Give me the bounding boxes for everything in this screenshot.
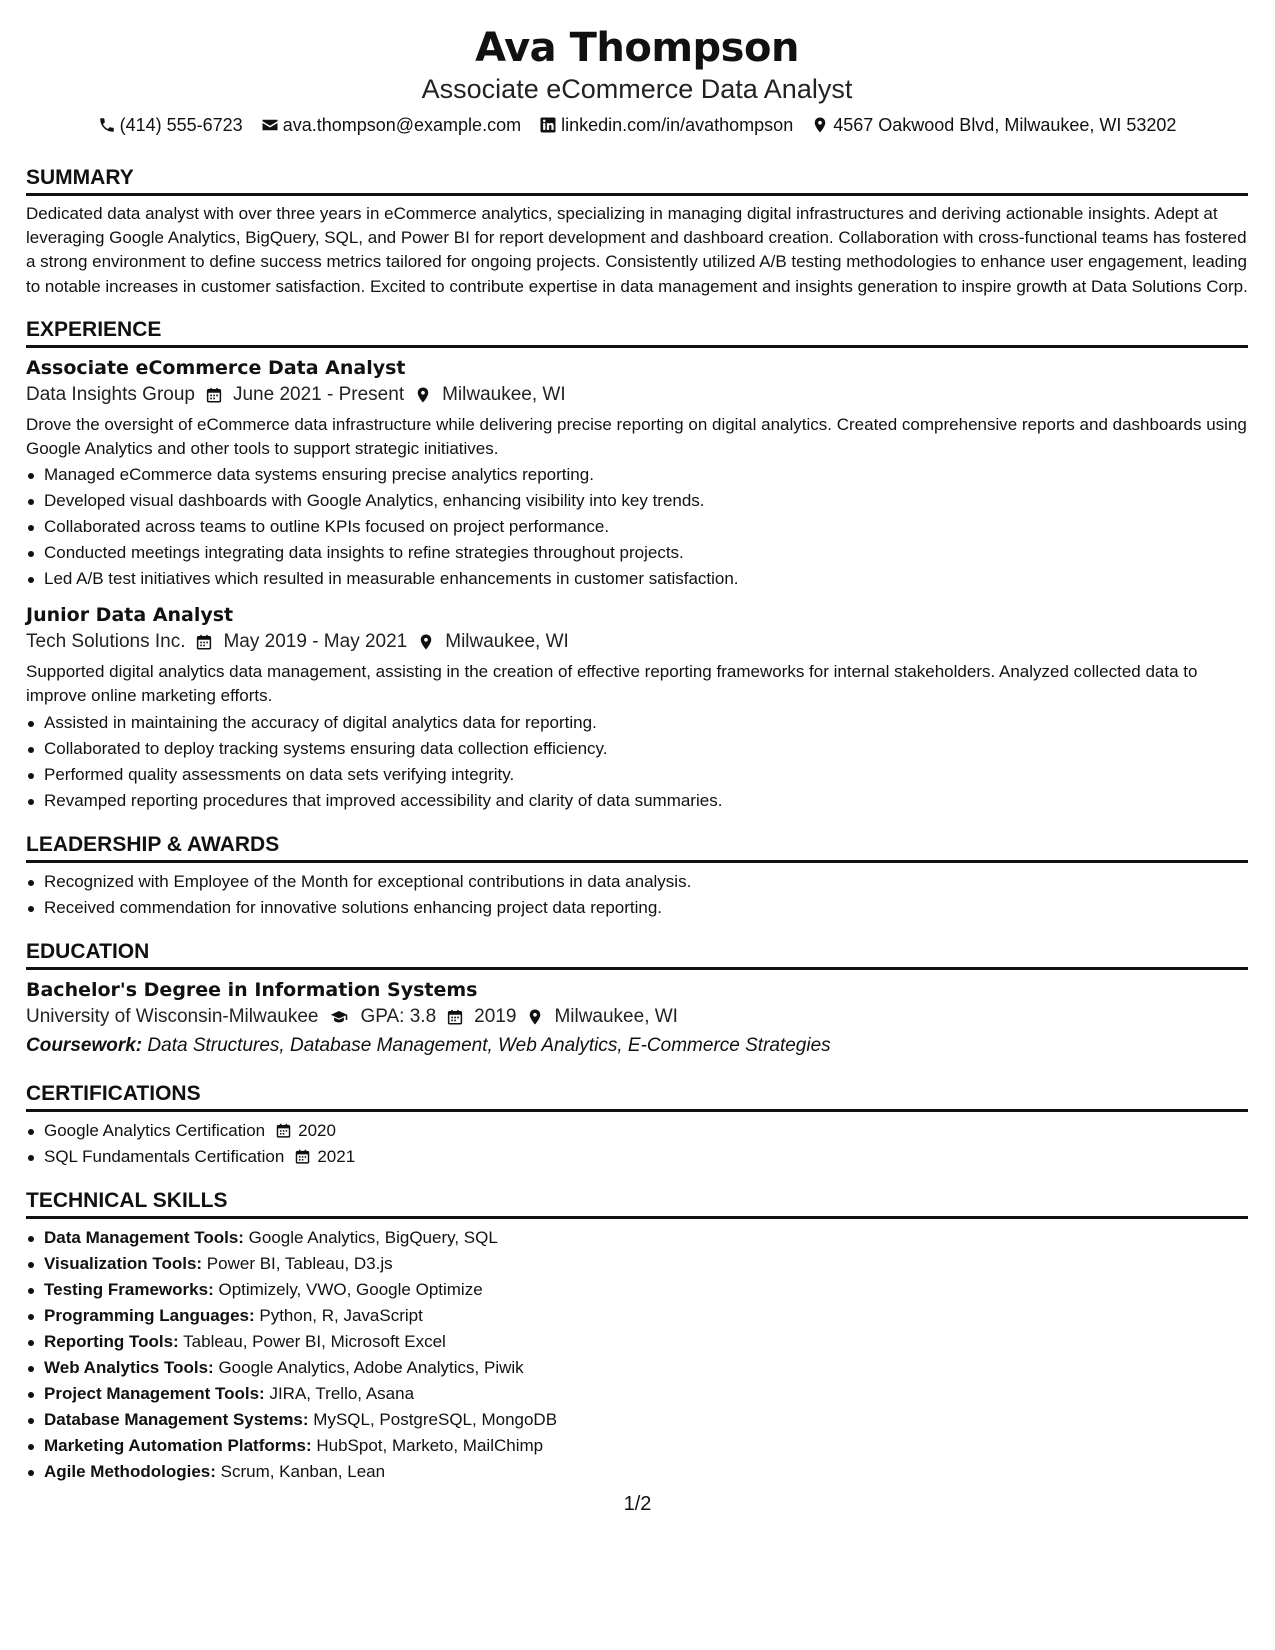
skill-value: Google Analytics, BigQuery, SQL [248, 1227, 498, 1247]
job-entry [26, 355, 1248, 592]
skill-value: Power BI, Tableau, D3.js [206, 1253, 393, 1273]
summary-text: Dedicated data analyst with over three years in eCommerce analytics, specializing in managing digital infrastructures and deriving actionable insights. Adept at leveraging Google Analytics, BigQuery, SQL, and Power BI for report development and dashboard creation. Collaboration with cross-functional teams has fostered a strong environment to define success metrics tailored for ongoing projects. Consistently utilized A/B testing methodologies to enhance user engagement, leading to notable increases in customer satisfaction. Excited to contribute expertise in data management and insights generation to inspire growth at Data Solutions Corp. [26, 204, 1248, 296]
list-item: Performed quality assessments on data sets verifying integrity. [26, 762, 1248, 788]
graduation-cap-icon [328, 1008, 350, 1026]
envelope-icon [261, 116, 279, 134]
section-title-skills: TECHNICAL SKILLS [26, 1178, 1248, 1219]
job-location: Milwaukee, WI [442, 383, 566, 405]
list-item: Developed visual dashboards with Google Analytics, enhancing visibility into key trends. [26, 488, 1248, 514]
job-title: Associate eCommerce Data Analyst [26, 356, 406, 379]
awards-list [26, 869, 1248, 921]
contact-linkedin[interactable] [539, 113, 793, 137]
skill-value: Scrum, Kanban, Lean [220, 1461, 386, 1481]
skill-value: MySQL, PostgreSQL, MongoDB [313, 1409, 558, 1429]
skill-label: Agile Methodologies: [44, 1461, 216, 1481]
job-title: Junior Data Analyst [26, 604, 234, 627]
skills-list [26, 1225, 1248, 1485]
job-description: Drove the oversight of eCommerce data infrastructure while delivering precise reporting on digital analytics. Created comprehensive reports and dashboards using Google Analytics and other tools to support strategic initiatives. [26, 414, 1247, 459]
job-location: Milwaukee, WI [445, 631, 569, 653]
skills-section [26, 1178, 1248, 1485]
job-company: Data Insights Group [26, 383, 195, 405]
cert-name: Google Analytics Certification [44, 1120, 266, 1140]
linkedin-text[interactable]: linkedin.com/in/avathompson [561, 115, 794, 135]
list-item [26, 1407, 1248, 1433]
degree-title: Bachelor's Degree in Information Systems [26, 978, 478, 1001]
certifications-list [26, 1118, 1248, 1170]
job-dates: May 2019 - May 2021 [223, 631, 408, 653]
list-item [26, 1329, 1248, 1355]
map-pin-icon [526, 1008, 544, 1026]
calendar-icon [446, 1008, 464, 1026]
job-meta [26, 628, 1248, 656]
resume-header [26, 22, 1248, 137]
skill-value: HubSpot, Marketo, MailChimp [316, 1435, 544, 1455]
list-item: Managed eCommerce data systems ensuring precise analytics reporting. [26, 462, 1248, 488]
list-item: Received commendation for innovative solutions enhancing project data reporting. [26, 895, 1248, 921]
map-pin-icon [811, 116, 829, 134]
job-dates: June 2021 - Present [232, 383, 405, 405]
skill-value: JIRA, Trello, Asana [269, 1383, 415, 1403]
education-section [26, 929, 1248, 1061]
page-number: 1/2 [623, 1493, 652, 1515]
list-item: Collaborated across teams to outline KPIs focused on project performance. [26, 514, 1248, 540]
skill-label: Web Analytics Tools: [44, 1357, 214, 1377]
skill-label: Testing Frameworks: [44, 1279, 214, 1299]
job-meta [26, 381, 1248, 409]
list-item: Conducted meetings integrating data insights to refine strategies throughout projects. [26, 540, 1248, 566]
skill-value: Google Analytics, Adobe Analytics, Piwik [218, 1357, 524, 1377]
candidate-role: Associate eCommerce Data Analyst [421, 74, 853, 104]
calendar-icon [195, 633, 213, 651]
skill-label: Marketing Automation Platforms: [44, 1435, 312, 1455]
job-description: Supported digital analytics data management, assisting in the creation of effective reporting frameworks for internal stakeholders. Analyzed collected data to improve online marketing efforts. [26, 662, 1198, 706]
job-entry [26, 602, 1248, 813]
list-item [26, 1355, 1248, 1381]
list-item [26, 1433, 1248, 1459]
cert-entry [44, 1118, 1248, 1144]
section-title-education: EDUCATION [26, 929, 1248, 970]
list-item [26, 1277, 1248, 1303]
list-item: Revamped reporting procedures that improved accessibility and clarity of data summaries. [26, 788, 1248, 814]
coursework-list: Data Structures, Database Management, Web Analytics, E-Commerce Strategies [147, 1034, 831, 1056]
job-company: Tech Solutions Inc. [26, 631, 186, 653]
phone-text: (414) 555-6723 [119, 115, 243, 135]
skill-label: Reporting Tools: [44, 1331, 179, 1351]
list-item [26, 1144, 1248, 1170]
experience-section [26, 307, 1248, 814]
list-item: Recognized with Employee of the Month for exceptional contributions in data analysis. [26, 869, 1248, 895]
education-meta [26, 1003, 1248, 1031]
skill-value: Optimizely, VWO, Google Optimize [218, 1279, 483, 1299]
education-location: Milwaukee, WI [554, 1005, 678, 1027]
cert-name: SQL Fundamentals Certification [44, 1146, 285, 1166]
list-item [26, 1459, 1248, 1485]
job-bullets [26, 710, 1248, 814]
list-item: Led A/B test initiatives which resulted in measurable enhancements in customer satisfaction. [26, 566, 1248, 592]
list-item [26, 1251, 1248, 1277]
section-title-awards: LEADERSHIP & AWARDS [26, 822, 1248, 863]
graduation-year: 2019 [474, 1005, 517, 1027]
phone-icon [98, 116, 116, 134]
list-item [26, 1303, 1248, 1329]
list-item: Collaborated to deploy tracking systems ensuring data collection efficiency. [26, 736, 1248, 762]
section-title-certifications: CERTIFICATIONS [26, 1071, 1248, 1112]
awards-section [26, 822, 1248, 921]
skill-value: Python, R, JavaScript [259, 1305, 423, 1325]
linkedin-icon [539, 116, 557, 134]
certifications-section [26, 1071, 1248, 1170]
list-item [26, 1118, 1248, 1144]
coursework-label: Coursework: [26, 1034, 143, 1056]
candidate-name: Ava Thompson [475, 25, 799, 71]
cert-year: 2021 [317, 1146, 356, 1166]
cert-year: 2020 [298, 1120, 336, 1140]
skill-label: Data Management Tools: [44, 1227, 244, 1247]
section-title-experience: EXPERIENCE [26, 307, 1248, 348]
resume-page [26, 22, 1248, 1485]
skill-label: Project Management Tools: [44, 1383, 265, 1403]
calendar-icon [275, 1122, 292, 1139]
address-text: 4567 Oakwood Blvd, Milwaukee, WI 53202 [833, 115, 1177, 135]
list-item: Assisted in maintaining the accuracy of digital analytics data for reporting. [26, 710, 1248, 736]
skill-label: Database Management Systems: [44, 1409, 309, 1429]
cert-entry [44, 1144, 1248, 1170]
map-pin-icon [414, 386, 432, 404]
email-text[interactable]: ava.thompson@example.com [282, 115, 522, 135]
skill-label: Programming Languages: [44, 1305, 255, 1325]
contact-address [811, 113, 1176, 137]
coursework [26, 1031, 1248, 1061]
skill-value: Tableau, Power BI, Microsoft Excel [183, 1331, 446, 1351]
map-pin-icon [417, 633, 435, 651]
skill-label: Visualization Tools: [44, 1253, 203, 1273]
calendar-icon [294, 1148, 311, 1165]
contact-email[interactable] [261, 113, 521, 137]
calendar-icon [205, 386, 223, 404]
list-item [26, 1225, 1248, 1251]
school-name: University of Wisconsin-Milwaukee [26, 1005, 319, 1027]
contact-bar [26, 113, 1248, 137]
summary-section [26, 165, 1248, 299]
gpa-text: GPA: 3.8 [360, 1005, 437, 1027]
contact-phone [98, 113, 243, 137]
list-item [26, 1381, 1248, 1407]
job-bullets [26, 462, 1248, 592]
section-title-summary: SUMMARY [26, 165, 1248, 196]
